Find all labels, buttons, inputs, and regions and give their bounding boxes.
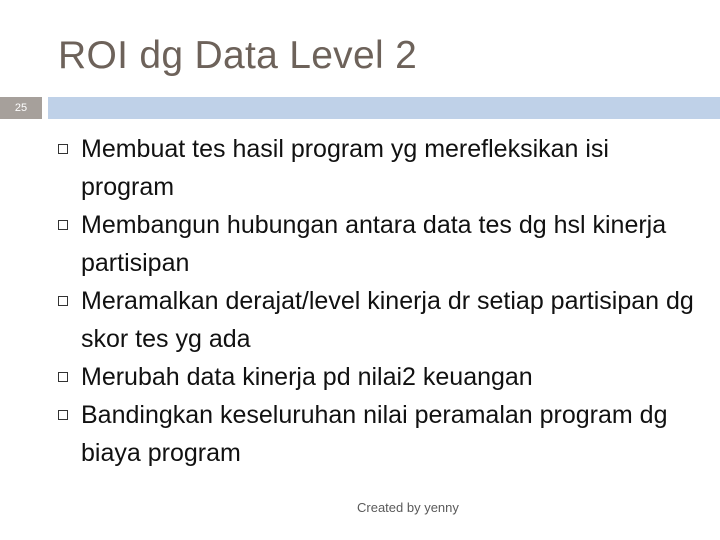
page-number: 25 (14, 102, 28, 114)
square-bullet-icon (58, 220, 68, 230)
bullet-list (0, 130, 720, 472)
bullet-text: Merubah data kinerja pd nilai2 keuangan (81, 363, 533, 391)
square-bullet-icon (58, 372, 68, 382)
footer-credit: Created by yenny (357, 500, 459, 515)
page-number-badge (0, 97, 42, 119)
slide-title: ROI dg Data Level 2 (58, 34, 418, 77)
bullet-item (0, 396, 701, 472)
square-bullet-icon (58, 144, 68, 154)
square-bullet-icon (58, 410, 68, 420)
bullet-text: Meramalkan derajat/level kinerja dr setiap partisipan dg skor tes yg ada (81, 287, 694, 353)
bullet-item (0, 206, 701, 282)
bullet-text: Membangun hubungan antara data tes dg hsl kinerja partisipan (81, 211, 667, 277)
bullet-item (0, 130, 701, 206)
square-bullet-icon (58, 296, 68, 306)
bullet-text: Membuat tes hasil program yg merefleksikan isi program (81, 135, 609, 201)
bullet-item (0, 358, 701, 396)
title-divider-bar (48, 97, 720, 119)
bullet-text: Bandingkan keseluruhan nilai peramalan program dg biaya program (81, 401, 668, 467)
bullet-item (0, 282, 701, 358)
